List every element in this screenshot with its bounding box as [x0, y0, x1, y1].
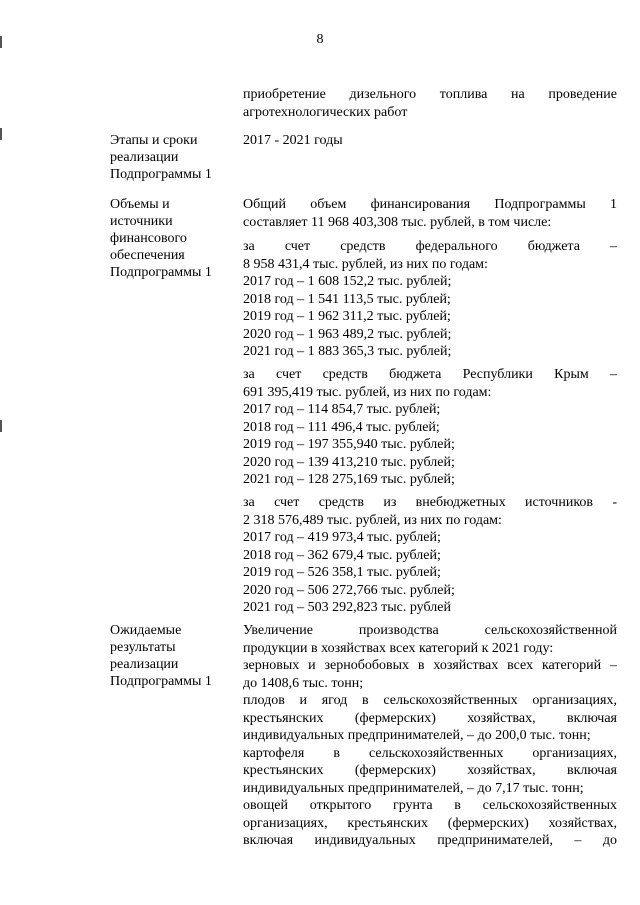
label-line: реализации — [110, 150, 179, 165]
text-line: агротехнологических работ — [243, 104, 408, 120]
text-line: за счет средств из внебюджетных источников - — [243, 495, 617, 510]
year-line: 2021 год – 1 883 365,3 тыс. рублей; — [243, 344, 452, 359]
year-line: 2017 год – 419 973,4 тыс. рублей; — [243, 530, 441, 545]
label-line: реализации — [110, 657, 179, 672]
label-line: Подпрограммы 1 — [110, 265, 212, 280]
text-line: продукции в хозяйствах всех категорий к 2021 году: — [243, 640, 554, 656]
text-line: включая индивидуальных предпринимателей, – до — [243, 833, 617, 848]
text-line: организациях, крестьянских (фермерских) хозяйствах, — [243, 815, 617, 831]
results-label — [110, 622, 230, 690]
year-line: 2019 год – 526 358,1 тыс. рублей; — [243, 565, 441, 580]
label-line: Этапы и сроки — [110, 133, 198, 148]
text-line: за счет средств федерального бюджета – — [243, 239, 617, 254]
text-line: 2017 - 2021 годы — [243, 133, 343, 148]
text-line: овощей открытого грунта в сельскохозяйственных — [243, 798, 617, 813]
finance-federal — [243, 238, 617, 361]
label-line: Ожидаемые — [110, 623, 182, 638]
text-line: зерновых и зернобобовых в хозяйствах всех категорий – — [243, 658, 617, 673]
year-line: 2017 год – 1 608 152,2 тыс. рублей; — [243, 274, 452, 289]
text-line: 691 395,419 тыс. рублей, из них по годам: — [243, 384, 492, 400]
text-line: 8 958 431,4 тыс. рублей, из них по годам: — [243, 256, 488, 272]
finance-extra — [243, 494, 617, 617]
year-line: 2018 год – 362 679,4 тыс. рублей; — [243, 547, 441, 563]
label-line: Подпрограммы 1 — [110, 674, 212, 689]
page-number: 8 — [316, 32, 324, 47]
year-line: 2018 год – 111 496,4 тыс. рублей; — [243, 419, 440, 435]
text-line: Увеличение производства сельскохозяйственной — [243, 623, 617, 638]
results-text — [243, 622, 617, 850]
text-line: крестьянских (фермерских) хозяйствах, включая — [243, 763, 617, 778]
finance-crimea — [243, 366, 617, 489]
year-line: 2020 год – 506 272,766 тыс. рублей; — [243, 582, 455, 598]
label-line: источники — [110, 214, 173, 229]
year-line: 2019 год – 1 962 311,2 тыс. рублей; — [243, 309, 451, 324]
year-line: 2020 год – 139 413,210 тыс. рублей; — [243, 454, 455, 470]
year-line: 2017 год – 114 854,7 тыс. рублей; — [243, 402, 441, 417]
label-line: Подпрограммы 1 — [110, 167, 212, 182]
label-line: результаты — [110, 640, 176, 655]
continuation-text — [243, 86, 617, 121]
text-line: 2 318 576,489 тыс. рублей, из них по годам: — [243, 512, 502, 528]
text-line: составляет 11 968 403,308 тыс. рублей, в том числе: — [243, 214, 552, 230]
text-line: индивидуальных предпринимателей, – до 200,0 тыс. тонн; — [243, 728, 591, 743]
label-line: обеспечения — [110, 248, 185, 263]
text-line: плодов и ягод в сельскохозяйственных организациях, — [243, 693, 617, 708]
stages-value — [243, 132, 617, 150]
year-line: 2018 год – 1 541 113,5 тыс. рублей; — [243, 291, 451, 307]
year-line: 2019 год – 197 355,940 тыс. рублей; — [243, 437, 455, 452]
label-line: Объемы и — [110, 197, 170, 212]
year-line: 2020 год – 1 963 489,2 тыс. рублей; — [243, 326, 452, 342]
text-line: индивидуальных предпринимателей, – до 7,17 тыс. тонн; — [243, 780, 584, 796]
text-line: крестьянских (фермерских) хозяйствах, включая — [243, 710, 617, 726]
label-line: финансового — [110, 231, 187, 246]
scan-edge-mark — [0, 420, 2, 432]
scan-edge-mark — [0, 128, 2, 140]
finance-label — [110, 196, 230, 281]
text-line: за счет средств бюджета Республики Крым – — [243, 367, 617, 382]
text-line: приобретение дизельного топлива на проведение — [243, 87, 617, 102]
text-line: картофеля в сельскохозяйственных организациях, — [243, 745, 617, 761]
year-line: 2021 год – 503 292,823 тыс. рублей — [243, 600, 451, 615]
text-line: до 1408,6 тыс. тонн; — [243, 675, 364, 691]
text-line: Общий объем финансирования Подпрограммы 1 — [243, 197, 617, 212]
year-line: 2021 год – 128 275,169 тыс. рублей; — [243, 472, 455, 487]
finance-total — [243, 196, 617, 231]
stages-label — [110, 132, 230, 183]
